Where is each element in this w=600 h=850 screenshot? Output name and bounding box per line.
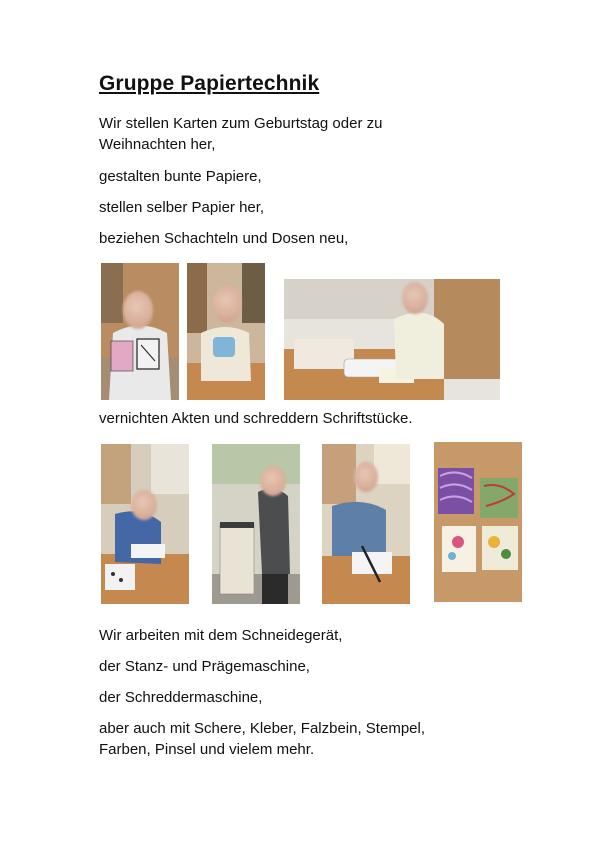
blurred-face [123, 291, 153, 329]
closing-line-3: der Schreddermaschine, [99, 689, 263, 706]
intro-line-1: Wir stellen Karten zum Geburtstag oder zu [99, 115, 383, 132]
intro-line-2: Weihnachten her, [99, 136, 216, 153]
intro-line-3: gestalten bunte Papiere, [99, 168, 262, 185]
photo-person-at-embossing-machine [284, 279, 500, 400]
intro-line-4: stellen selber Papier her, [99, 199, 265, 216]
blurred-face [213, 285, 241, 323]
page-title: Gruppe Papiertechnik [99, 72, 320, 95]
photo-person-using-paper-cutter [322, 444, 410, 604]
photo-person-holding-cards [101, 263, 179, 400]
blurred-face [402, 282, 428, 314]
closing-line-2: der Stanz- und Prägemaschine, [99, 658, 310, 675]
middle-line-1: vernichten Akten und schreddern Schriftstücke. [99, 410, 413, 427]
blurred-face [131, 490, 157, 520]
blurred-face [354, 462, 378, 492]
closing-line-4: aber auch mit Schere, Kleber, Falzbein, Stempel, [99, 720, 426, 737]
photo-person-at-shredder [212, 444, 300, 604]
intro-line-5: beziehen Schachteln und Dosen neu, [99, 230, 349, 247]
closing-line-5: Farben, Pinsel und vielem mehr. [99, 741, 315, 758]
photo-decorated-cards [434, 442, 522, 602]
closing-line-1: Wir arbeiten mit dem Schneidegerät, [99, 627, 343, 644]
blurred-face [260, 466, 286, 496]
photo-person-stamping [101, 444, 189, 604]
photo-person-covering-box [187, 263, 265, 400]
